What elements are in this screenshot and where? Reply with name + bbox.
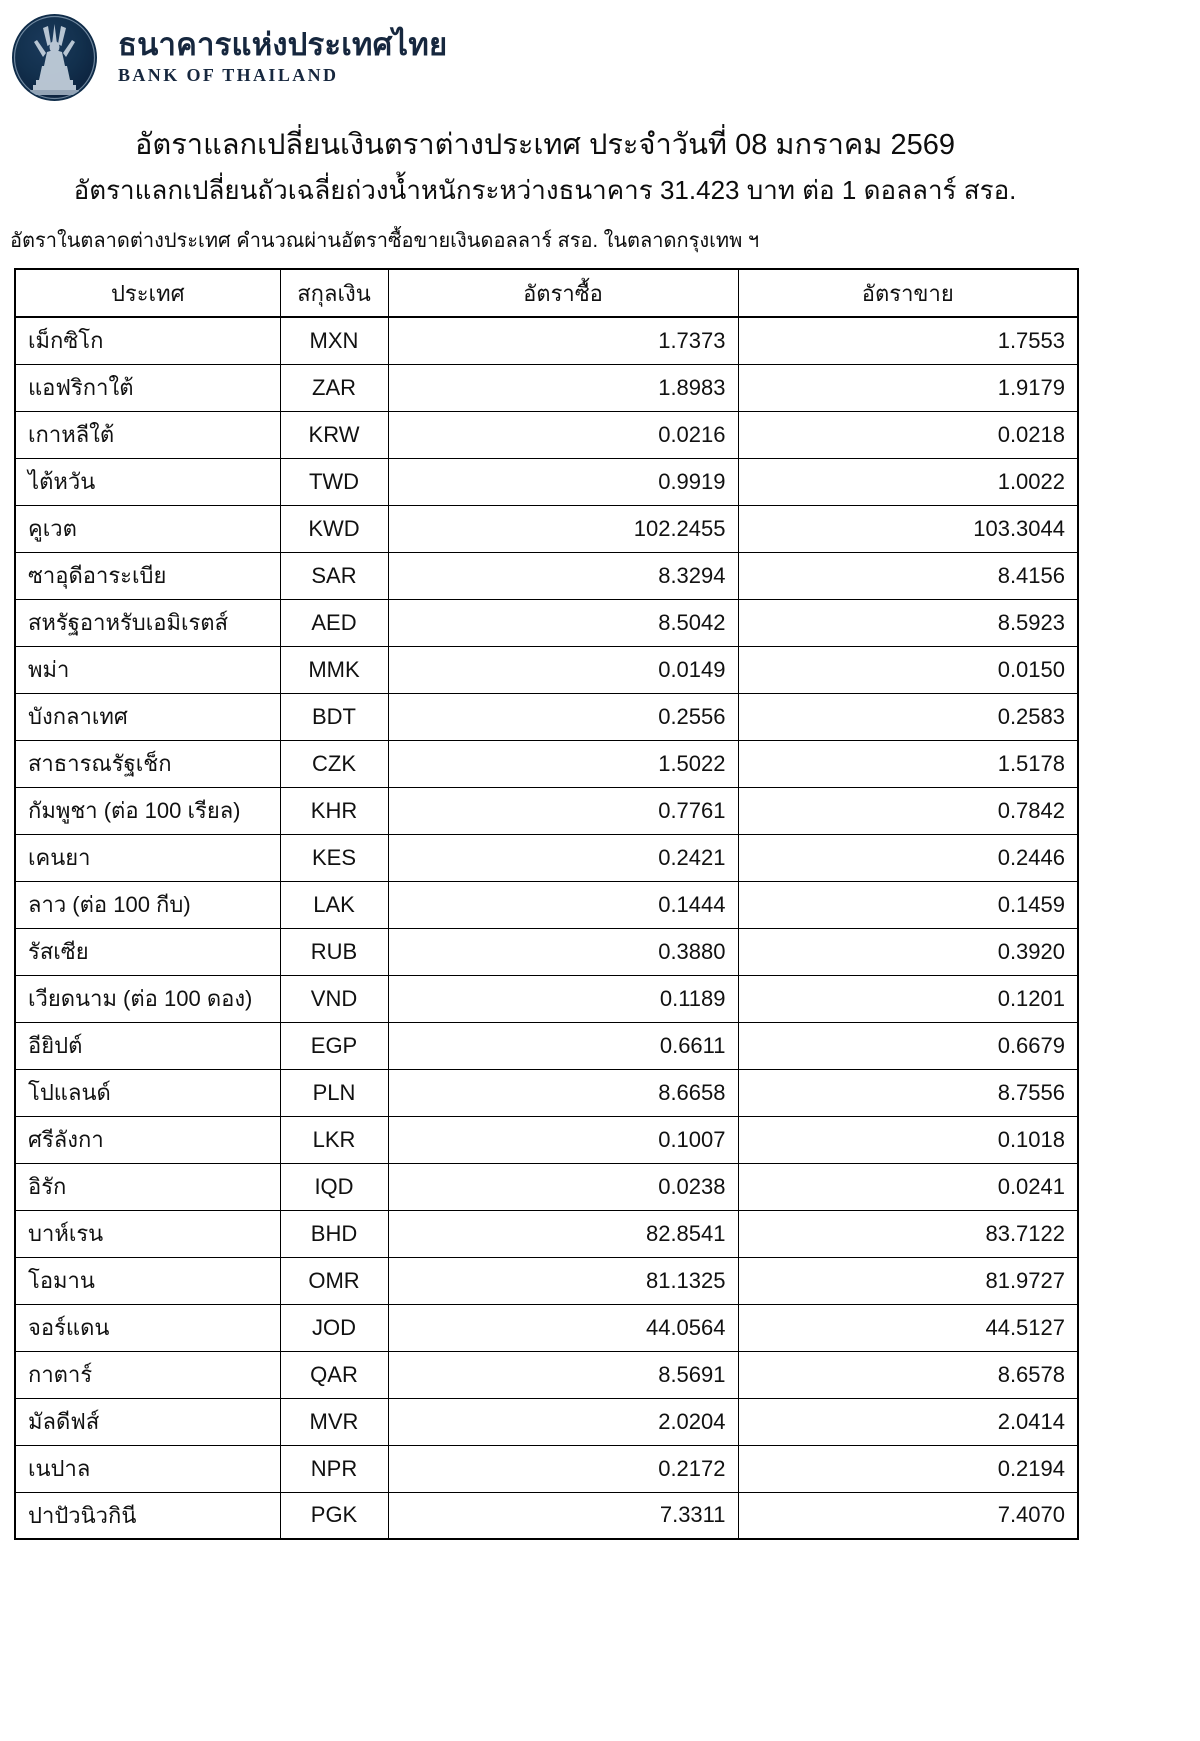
brand-name-thai: ธนาคารแห่งประเทศไทย xyxy=(118,26,448,62)
cell-bid-rate: 0.3880 xyxy=(388,928,738,975)
cell-ask-rate: 103.3044 xyxy=(738,505,1078,552)
column-header-bid-rate: อัตราซื้อ xyxy=(388,269,738,317)
table-row xyxy=(15,1116,1078,1163)
table-row xyxy=(15,740,1078,787)
cell-ask-rate: 0.2194 xyxy=(738,1445,1078,1492)
table-row xyxy=(15,505,1078,552)
cell-currency-code: PLN xyxy=(280,1069,388,1116)
cell-ask-rate: 1.0022 xyxy=(738,458,1078,505)
table-row xyxy=(15,411,1078,458)
cell-country: บังกลาเทศ xyxy=(15,693,280,740)
table-row xyxy=(15,787,1078,834)
table-row xyxy=(15,928,1078,975)
table-row xyxy=(15,1257,1078,1304)
cell-country: ซาอุดีอาระเบีย xyxy=(15,552,280,599)
cell-ask-rate: 0.1201 xyxy=(738,975,1078,1022)
cell-country: โปแลนด์ xyxy=(15,1069,280,1116)
cell-ask-rate: 81.9727 xyxy=(738,1257,1078,1304)
cell-country: อิรัก xyxy=(15,1163,280,1210)
cell-bid-rate: 1.8983 xyxy=(388,364,738,411)
cell-bid-rate: 7.3311 xyxy=(388,1492,738,1539)
cell-currency-code: ZAR xyxy=(280,364,388,411)
cell-ask-rate: 1.7553 xyxy=(738,317,1078,364)
table-row xyxy=(15,552,1078,599)
cell-country: กาตาร์ xyxy=(15,1351,280,1398)
cell-country: พม่า xyxy=(15,646,280,693)
cell-ask-rate: 0.3920 xyxy=(738,928,1078,975)
cell-currency-code: SAR xyxy=(280,552,388,599)
cell-currency-code: PGK xyxy=(280,1492,388,1539)
cell-currency-code: MVR xyxy=(280,1398,388,1445)
table-row xyxy=(15,599,1078,646)
cell-country: เม็กซิโก xyxy=(15,317,280,364)
cell-currency-code: LKR xyxy=(280,1116,388,1163)
cell-currency-code: LAK xyxy=(280,881,388,928)
cell-ask-rate: 0.6679 xyxy=(738,1022,1078,1069)
cell-country: สหรัฐอาหรับเอมิเรตส์ xyxy=(15,599,280,646)
cell-bid-rate: 0.6611 xyxy=(388,1022,738,1069)
cell-bid-rate: 0.1189 xyxy=(388,975,738,1022)
brand-text xyxy=(118,26,448,86)
cell-bid-rate: 2.0204 xyxy=(388,1398,738,1445)
cell-country: เกาหลีใต้ xyxy=(15,411,280,458)
cell-currency-code: EGP xyxy=(280,1022,388,1069)
cell-bid-rate: 8.6658 xyxy=(388,1069,738,1116)
cell-currency-code: KES xyxy=(280,834,388,881)
cell-bid-rate: 82.8541 xyxy=(388,1210,738,1257)
title-block xyxy=(0,104,1200,256)
cell-bid-rate: 102.2455 xyxy=(388,505,738,552)
cell-ask-rate: 1.9179 xyxy=(738,364,1078,411)
page-subtitle: อัตราแลกเปลี่ยนถัวเฉลี่ยถ่วงน้ำหนักระหว่างธนาคาร 31.423 บาท ต่อ 1 ดอลลาร์ สรอ. xyxy=(73,175,1017,206)
table-row xyxy=(15,1351,1078,1398)
cell-country: แอฟริกาใต้ xyxy=(15,364,280,411)
cell-country: เนปาล xyxy=(15,1445,280,1492)
cell-bid-rate: 8.5691 xyxy=(388,1351,738,1398)
cell-country: ลาว (ต่อ 100 กีบ) xyxy=(15,881,280,928)
cell-bid-rate: 81.1325 xyxy=(388,1257,738,1304)
column-header-ask-rate: อัตราขาย xyxy=(738,269,1078,317)
cell-country: ไต้หวัน xyxy=(15,458,280,505)
cell-country: รัสเซีย xyxy=(15,928,280,975)
cell-ask-rate: 0.2446 xyxy=(738,834,1078,881)
table-row xyxy=(15,1304,1078,1351)
table-row xyxy=(15,1069,1078,1116)
cell-ask-rate: 8.6578 xyxy=(738,1351,1078,1398)
cell-country: คูเวต xyxy=(15,505,280,552)
cell-currency-code: BDT xyxy=(280,693,388,740)
cell-ask-rate: 0.2583 xyxy=(738,693,1078,740)
cell-currency-code: JOD xyxy=(280,1304,388,1351)
cell-bid-rate: 0.0216 xyxy=(388,411,738,458)
cell-bid-rate: 1.7373 xyxy=(388,317,738,364)
bank-of-thailand-seal-icon xyxy=(8,11,100,103)
cell-country: บาห์เรน xyxy=(15,1210,280,1257)
cell-country: โอมาน xyxy=(15,1257,280,1304)
cell-ask-rate: 0.7842 xyxy=(738,787,1078,834)
cell-ask-rate: 1.5178 xyxy=(738,740,1078,787)
cell-ask-rate: 0.1459 xyxy=(738,881,1078,928)
cell-country: ปาปัวนิวกินี xyxy=(15,1492,280,1539)
cell-currency-code: VND xyxy=(280,975,388,1022)
table-row xyxy=(15,693,1078,740)
table-row xyxy=(15,1210,1078,1257)
cell-country: อียิปต์ xyxy=(15,1022,280,1069)
exchange-rate-table-wrap xyxy=(0,256,1200,1540)
cell-country: ศรีลังกา xyxy=(15,1116,280,1163)
cell-bid-rate: 0.1007 xyxy=(388,1116,738,1163)
cell-currency-code: QAR xyxy=(280,1351,388,1398)
cell-bid-rate: 0.9919 xyxy=(388,458,738,505)
table-row xyxy=(15,1492,1078,1539)
cell-currency-code: BHD xyxy=(280,1210,388,1257)
table-row xyxy=(15,1163,1078,1210)
page-title: อัตราแลกเปลี่ยนเงินตราต่างประเทศ ประจำวันที่ 08 มกราคม 2569 xyxy=(134,129,955,161)
cell-ask-rate: 7.4070 xyxy=(738,1492,1078,1539)
column-header-country: ประเทศ xyxy=(15,269,280,317)
cell-ask-rate: 8.4156 xyxy=(738,552,1078,599)
cell-bid-rate: 44.0564 xyxy=(388,1304,738,1351)
cell-country: เคนยา xyxy=(15,834,280,881)
table-row xyxy=(15,1398,1078,1445)
cell-bid-rate: 0.0149 xyxy=(388,646,738,693)
exchange-rate-table xyxy=(14,268,1079,1540)
cell-currency-code: RUB xyxy=(280,928,388,975)
column-header-currency: สกุลเงิน xyxy=(280,269,388,317)
table-row xyxy=(15,881,1078,928)
cell-ask-rate: 2.0414 xyxy=(738,1398,1078,1445)
cell-bid-rate: 0.7761 xyxy=(388,787,738,834)
table-row xyxy=(15,458,1078,505)
table-body xyxy=(15,317,1078,1539)
cell-ask-rate: 0.0241 xyxy=(738,1163,1078,1210)
table-row xyxy=(15,975,1078,1022)
cell-ask-rate: 0.1018 xyxy=(738,1116,1078,1163)
cell-currency-code: CZK xyxy=(280,740,388,787)
cell-bid-rate: 0.2556 xyxy=(388,693,738,740)
cell-country: กัมพูชา (ต่อ 100 เรียล) xyxy=(15,787,280,834)
cell-ask-rate: 44.5127 xyxy=(738,1304,1078,1351)
table-row xyxy=(15,364,1078,411)
cell-ask-rate: 8.5923 xyxy=(738,599,1078,646)
cell-bid-rate: 0.0238 xyxy=(388,1163,738,1210)
cell-currency-code: IQD xyxy=(280,1163,388,1210)
market-note: อัตราในตลาดต่างประเทศ คำนวณผ่านอัตราซื้อขายเงินดอลลาร์ สรอ. ในตลาดกรุงเทพ ฯ xyxy=(10,230,760,253)
cell-bid-rate: 8.3294 xyxy=(388,552,738,599)
cell-currency-code: KRW xyxy=(280,411,388,458)
cell-country: มัลดีฟส์ xyxy=(15,1398,280,1445)
cell-bid-rate: 0.2421 xyxy=(388,834,738,881)
cell-currency-code: KWD xyxy=(280,505,388,552)
table-row xyxy=(15,646,1078,693)
cell-ask-rate: 8.7556 xyxy=(738,1069,1078,1116)
cell-country: สาธารณรัฐเช็ก xyxy=(15,740,280,787)
cell-ask-rate: 83.7122 xyxy=(738,1210,1078,1257)
table-row xyxy=(15,1022,1078,1069)
cell-currency-code: KHR xyxy=(280,787,388,834)
cell-bid-rate: 0.2172 xyxy=(388,1445,738,1492)
brand-name-english: BANK OF THAILAND xyxy=(118,65,339,86)
table-row xyxy=(15,317,1078,364)
table-row xyxy=(15,834,1078,881)
cell-currency-code: MMK xyxy=(280,646,388,693)
cell-currency-code: OMR xyxy=(280,1257,388,1304)
cell-bid-rate: 1.5022 xyxy=(388,740,738,787)
document-header xyxy=(0,0,1200,104)
cell-country: เวียดนาม (ต่อ 100 ดอง) xyxy=(15,975,280,1022)
table-row xyxy=(15,1445,1078,1492)
cell-bid-rate: 0.1444 xyxy=(388,881,738,928)
cell-country: จอร์แดน xyxy=(15,1304,280,1351)
cell-currency-code: NPR xyxy=(280,1445,388,1492)
cell-ask-rate: 0.0150 xyxy=(738,646,1078,693)
cell-bid-rate: 8.5042 xyxy=(388,599,738,646)
cell-currency-code: MXN xyxy=(280,317,388,364)
cell-currency-code: TWD xyxy=(280,458,388,505)
table-header-row xyxy=(15,269,1078,317)
cell-ask-rate: 0.0218 xyxy=(738,411,1078,458)
cell-currency-code: AED xyxy=(280,599,388,646)
